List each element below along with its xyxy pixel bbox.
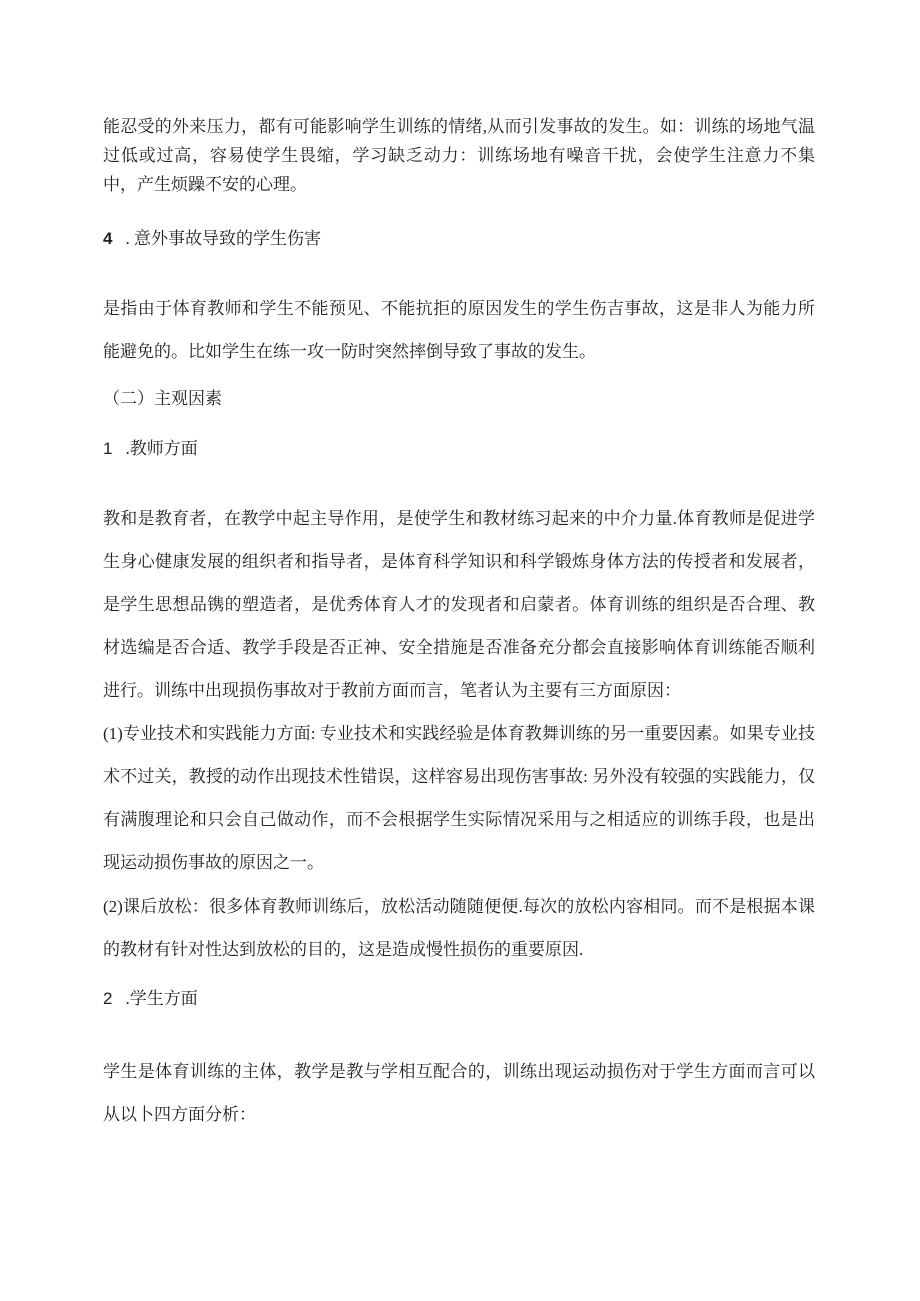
paragraph-environment-pressure: 能忍受的外来压力，都有可能影响学生训练的情绪,从而引发事故的发生。如：训练的场地气温过低或过高，容易使学生畏缩，学习缺乏动力：训练场地有噪音干扰，会使学生注意力不集中，产生烦躁不安的心理。 (103, 117, 815, 194)
heading-student-aspect (103, 984, 815, 1013)
heading-accidental-injury (103, 224, 815, 253)
heading-teacher-aspect (103, 434, 815, 463)
paragraph-teacher-role: 教和是教育者，在教学中起主导作用，是使学生和教材练习起来的中介力量.体育教师是促进学生身心健康发展的组织者和指导者，是体育科学知识和科学锻炼身体方法的传授者和发展者，是学生思想品镌的塑造者，是优秀体育人才的发现者和启蒙者。体育训练的组织是否合理、教材选编是否合适、教学手段是否正神、安全措施是否准备充分都会直接影响体育训练能否顺利进行。训练中出现损伤事故对于教前方面而言，笔者认为主要有三方面原因： (103, 509, 815, 700)
heading-label: .教师方面 (125, 439, 198, 458)
paragraph-student-analysis: 学生是体育训练的主体，教学是教与学相互配合的，训练出现运动损伤对于学生方面而言可以从以卜四方面分析： (103, 1062, 815, 1124)
heading-subjective-factors: （二）主观因素 (103, 389, 222, 408)
heading-label: .学生方面 (125, 989, 198, 1008)
paragraph-unforeseeable-accidents: 是指由于体育教师和学生不能预见、不能抗拒的原因发生的学生伤吉事故，这是非人为能力所能避免的。比如学生在练一攻一防时突然摔倒导致了事故的发生。 (103, 299, 815, 361)
paragraph-post-class-relaxation: (2)课后放松：很多体育教师训练后，放松活动随随便便.每次的放松内容相同。而不是根据本课的教材有针对性达到放松的目的，这是造成慢性损伤的重要原因. (103, 897, 815, 959)
heading-label: . 意外事故导致的学生伤害 (125, 229, 321, 248)
heading-number: 1 (103, 439, 113, 458)
heading-number: 4 (103, 229, 113, 248)
paragraph-professional-skill: (1)专业技术和实践能力方面: 专业技术和实践经验是体育教舞训练的另一重要因素。如果专业技术不过关，教授的动作出现技术性错误，这样容易出现伤害事故: 另外没有较强的实践能力，仅有满腹理论和只会自己做动作，而不会根据学生实际情况采用与之相适应的训练手段，也是出现运动损伤事故的原因之一。 (103, 724, 815, 872)
heading-number: 2 (103, 989, 113, 1008)
